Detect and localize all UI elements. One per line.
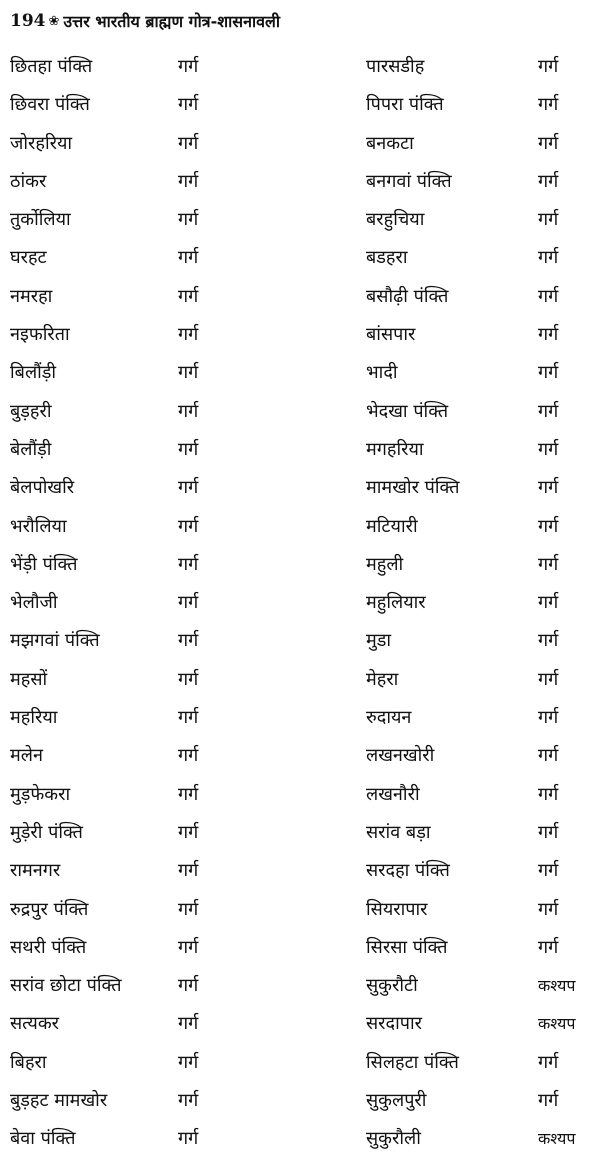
right-name: भेदखा पंक्ति [366,400,449,422]
right-name: सरदापार [366,1013,422,1035]
left-name: बेवा पंक्ति [10,1128,76,1150]
left-name: घरहट [10,247,47,269]
list-row [0,278,600,316]
list-row [0,622,600,660]
list-row [0,393,600,431]
list-row [0,469,600,507]
right-gotra: गर्ग [538,438,559,460]
right-name: सरांव बड़ा [366,821,431,843]
right-name: सिरसा पंक्ति [366,936,448,958]
left-gotra: गर्ग [178,477,199,499]
right-name: मेहरा [366,668,399,690]
list-row [0,967,600,1005]
list-row [0,929,600,967]
right-name: सिलहटा पंक्ति [366,1051,459,1073]
right-gotra: गर्ग [538,745,559,767]
left-gotra: गर्ग [178,400,199,422]
left-name: सत्यकर [10,1013,60,1035]
left-name: महसों [10,668,48,690]
left-name: छितहा पंक्ति [10,56,93,77]
left-name: मलेन [10,745,43,767]
right-gotra: गर्ग [538,209,559,231]
list-row [0,86,600,124]
left-gotra: गर्ग [178,860,199,882]
left-name: मझगवां पंक्ति [10,630,100,652]
list-row [0,776,600,814]
list-row [0,1005,600,1043]
left-name: नमरहा [10,285,53,307]
left-gotra: गर्ग [178,1090,199,1112]
left-name: नइफरिता [10,324,70,346]
right-name: सुकुलपुरी [366,1090,427,1112]
left-gotra: गर्ग [178,285,199,307]
list-row [0,431,600,469]
left-name: रुद्रपुर पंक्ति [10,898,89,920]
left-gotra: गर्ग [178,745,199,767]
list-row [0,852,600,890]
right-name: मटियारी [366,515,418,537]
right-gotra: गर्ग [538,362,559,384]
right-gotra: गर्ग [538,936,559,958]
left-name: मुड़फेकरा [10,783,71,805]
running-title: उत्तर भारतीय ब्राह्मण गोत्र-शासनावली [63,12,281,31]
left-gotra: गर्ग [178,438,199,460]
right-name: सरदहा पंक्ति [366,860,450,882]
right-gotra: गर्ग [538,132,559,154]
right-gotra: गर्ग [538,1090,559,1112]
left-gotra: गर्ग [178,56,199,77]
list-row [0,125,600,163]
right-name: बनगवां पंक्ति [366,170,452,192]
right-gotra: गर्ग [538,898,559,920]
left-name: भेंड़ी पंक्ति [10,553,78,575]
right-name: बरहुचिया [366,209,425,231]
left-gotra: गर्ग [178,707,199,729]
list-row [0,891,600,929]
right-gotra: गर्ग [538,400,559,422]
left-name: सथरी पंक्ति [10,936,87,958]
right-name: बसौढ़ी पंक्ति [366,285,449,307]
left-gotra: गर्ग [178,630,199,652]
list-row [0,239,600,277]
list-row [0,1082,600,1120]
page-header [10,6,280,36]
right-gotra: गर्ग [538,553,559,575]
right-name: लखनौरी [366,783,420,805]
left-gotra: गर्ग [178,324,199,346]
list-row [0,546,600,584]
list-row [0,584,600,622]
left-gotra: गर्ग [178,592,199,614]
right-gotra: गर्ग [538,1051,559,1073]
left-name: छिवरा पंक्ति [10,94,90,116]
left-name: भरौलिया [10,515,67,537]
left-gotra: गर्ग [178,975,199,997]
left-name: बुड़हरी [10,400,52,422]
left-name: जोरहरिया [10,132,73,154]
left-name: बुड़हट मामखोर [10,1090,108,1112]
right-name: मगहरिया [366,438,424,460]
right-name: सुकुरौटी [366,975,418,997]
right-name: बनकटा [366,132,414,154]
right-name: महुलियार [366,592,426,614]
right-gotra: गर्ग [538,707,559,729]
right-gotra: कश्यप [538,1129,576,1149]
right-gotra: गर्ग [538,170,559,192]
left-gotra: गर्ग [178,936,199,958]
right-name: मुडा [366,630,392,652]
left-gotra: गर्ग [178,821,199,843]
right-name: रुदायन [366,707,412,729]
list-row [0,48,600,86]
left-gotra: गर्ग [178,170,199,192]
right-gotra: गर्ग [538,477,559,499]
left-gotra: गर्ग [178,94,199,116]
right-name: पिपरा पंक्ति [366,94,444,116]
list-row [0,354,600,392]
left-gotra: गर्ग [178,668,199,690]
right-gotra: गर्ग [538,56,559,77]
list-row [0,814,600,852]
left-name: सरांव छोटा पंक्ति [10,975,122,997]
right-name: लखनखोरी [366,745,435,767]
left-name: मुड़ेरी पंक्ति [10,821,83,843]
left-gotra: गर्ग [178,1051,199,1073]
flower-ornament-icon: ❀ [48,13,60,29]
list-row [0,201,600,239]
list-row [0,661,600,699]
right-gotra: गर्ग [538,515,559,537]
right-gotra: गर्ग [538,821,559,843]
list-row [0,699,600,737]
left-gotra: गर्ग [178,209,199,231]
right-gotra: गर्ग [538,285,559,307]
left-name: बेलौंड़ी [10,438,52,460]
left-gotra: गर्ग [178,1013,199,1035]
left-name: भेलौजी [10,592,58,614]
left-name: बिलौंड़ी [10,362,57,384]
left-gotra: गर्ग [178,132,199,154]
gotra-list [0,48,600,1159]
left-gotra: गर्ग [178,898,199,920]
right-name: भादी [366,362,398,384]
right-name: मामखोर पंक्ति [366,477,460,499]
list-row [0,163,600,201]
right-name: बडहरा [366,247,408,269]
right-gotra: गर्ग [538,324,559,346]
list-row [0,508,600,546]
left-gotra: गर्ग [178,553,199,575]
left-name: तुर्कोलिया [10,209,71,231]
right-name: पारसडीह [366,56,425,77]
left-name: ठांकर [10,170,47,192]
list-row [0,1044,600,1082]
left-gotra: गर्ग [178,247,199,269]
right-gotra: कश्यप [538,1014,576,1034]
list-row [0,1120,600,1158]
right-gotra: गर्ग [538,783,559,805]
right-gotra: गर्ग [538,94,559,116]
left-gotra: गर्ग [178,362,199,384]
right-gotra: गर्ग [538,592,559,614]
right-name: महुली [366,553,404,575]
list-row [0,316,600,354]
right-gotra: गर्ग [538,630,559,652]
right-gotra: कश्यप [538,976,576,996]
right-name: बांसपार [366,324,416,346]
left-gotra: गर्ग [178,783,199,805]
right-name: सुकुरौली [366,1128,421,1150]
right-gotra: गर्ग [538,860,559,882]
left-name: बेलपोखरि [10,477,75,499]
page-number: 194 [10,11,46,31]
left-gotra: गर्ग [178,515,199,537]
left-gotra: गर्ग [178,1128,199,1150]
right-name: सियरापार [366,898,428,920]
list-row [0,737,600,775]
left-name: महरिया [10,707,58,729]
right-gotra: गर्ग [538,247,559,269]
left-name: बिहरा [10,1051,47,1073]
right-gotra: गर्ग [538,668,559,690]
left-name: रामनगर [10,860,61,882]
